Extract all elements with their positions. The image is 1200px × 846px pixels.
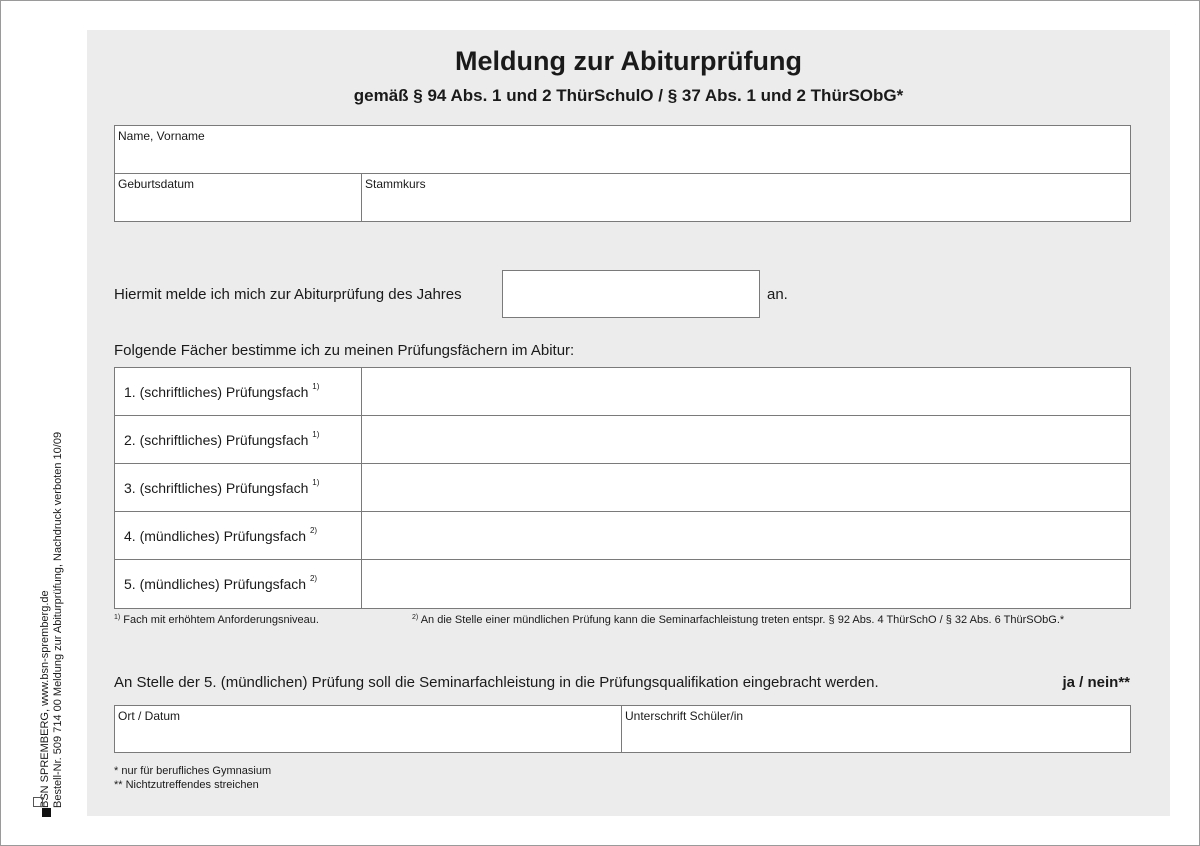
- note-vocational: * nur für berufliches Gymnasium: [114, 765, 272, 777]
- seminar-answer[interactable]: ja / nein**: [1062, 674, 1130, 691]
- divider: [621, 706, 622, 752]
- stammkurs-field[interactable]: [365, 177, 1125, 217]
- footnote-2: [412, 614, 1064, 626]
- name-label: Name, Vorname: [118, 129, 205, 143]
- divider: [361, 368, 362, 608]
- subject-row-label: [124, 432, 319, 448]
- birthdate-label: Geburtsdatum: [118, 177, 195, 191]
- place-date-label: Ort / Datum: [118, 709, 181, 723]
- subject-row-label: [124, 384, 319, 400]
- signature-box: [114, 705, 1131, 753]
- registration-form: [87, 30, 1170, 816]
- subject-label: 3. (schriftliches) Prüfungsfach: [124, 480, 309, 496]
- subject-label: 5. (mündliches) Prüfungsfach: [124, 576, 307, 592]
- seminar-question: An Stelle der 5. (mündlichen) Prüfung soll die Seminarfachleistung in die Prüfungsqualifikation eingebracht werden.: [114, 674, 879, 691]
- corner-mark-empty: [33, 797, 43, 807]
- name-field[interactable]: [118, 129, 1118, 169]
- corner-mark-filled: [42, 808, 51, 817]
- stammkurs-label: Stammkurs: [365, 177, 426, 191]
- form-subtitle: gemäß § 94 Abs. 1 und 2 ThürSchulO / § 37 Abs. 1 und 2 ThürSObG*: [353, 86, 904, 105]
- registration-suffix: an.: [767, 286, 788, 303]
- subject-label: 4. (mündliches) Prüfungsfach: [124, 528, 307, 544]
- signature-label: Unterschrift Schüler/in: [625, 709, 744, 723]
- form-title: Meldung zur Abiturprüfung: [455, 46, 802, 76]
- footnote-mark: 2): [412, 614, 419, 621]
- footnote-ref: 1): [312, 382, 320, 391]
- subject-2-input[interactable]: [363, 417, 1123, 461]
- subject-5-input[interactable]: [363, 561, 1123, 605]
- imprint-line-1: BSN SPREMBERG, www.bsn-spremberg.de: [39, 590, 51, 808]
- subject-3-input[interactable]: [363, 465, 1123, 509]
- subject-label: 2. (schriftliches) Prüfungsfach: [124, 432, 309, 448]
- subjects-intro: Folgende Fächer bestimme ich zu meinen Prüfungsfächern im Abitur:: [114, 342, 575, 359]
- footnote-ref: 1): [312, 478, 320, 487]
- divider: [115, 463, 1130, 464]
- year-input[interactable]: [502, 270, 760, 318]
- subject-1-input[interactable]: [363, 369, 1123, 413]
- footnote-text: An die Stelle einer mündlichen Prüfung kann die Seminarfachleistung treten entspr. § 92 Abs. 4 ThürSchO / § 32 Abs. 6 ThürSObG.*: [420, 614, 1065, 626]
- signature-field[interactable]: [625, 709, 1125, 749]
- subject-4-input[interactable]: [363, 513, 1123, 557]
- footnote-text: Fach mit erhöhtem Anforderungsniveau.: [123, 614, 319, 626]
- divider: [115, 511, 1130, 512]
- footnote-ref: 2): [309, 526, 318, 535]
- place-date-field[interactable]: [118, 709, 616, 749]
- footnote-ref: 2): [309, 574, 318, 583]
- subject-row-label: [124, 480, 319, 496]
- divider: [115, 415, 1130, 416]
- divider: [115, 559, 1130, 560]
- registration-text: Hiermit melde ich mich zur Abiturprüfung des Jahres: [114, 286, 462, 303]
- note-strike: ** Nichtzutreffendes streichen: [114, 779, 259, 791]
- divider: [361, 173, 362, 221]
- divider: [115, 173, 1130, 174]
- footnote-mark: 1): [114, 614, 121, 621]
- footnote-1: [114, 614, 319, 626]
- publisher-imprint: [39, 431, 65, 808]
- subject-row-label: [124, 528, 317, 544]
- footnote-ref: 1): [312, 430, 320, 439]
- birthdate-field[interactable]: [118, 177, 356, 217]
- personal-data-box: [114, 125, 1131, 222]
- subject-row-label: [124, 576, 317, 592]
- subject-label: 1. (schriftliches) Prüfungsfach: [124, 384, 309, 400]
- imprint-line-2: Bestell-Nr. 509 714 00 Meldung zur Abiturprüfung, Nachdruck verboten 10/09: [52, 431, 64, 808]
